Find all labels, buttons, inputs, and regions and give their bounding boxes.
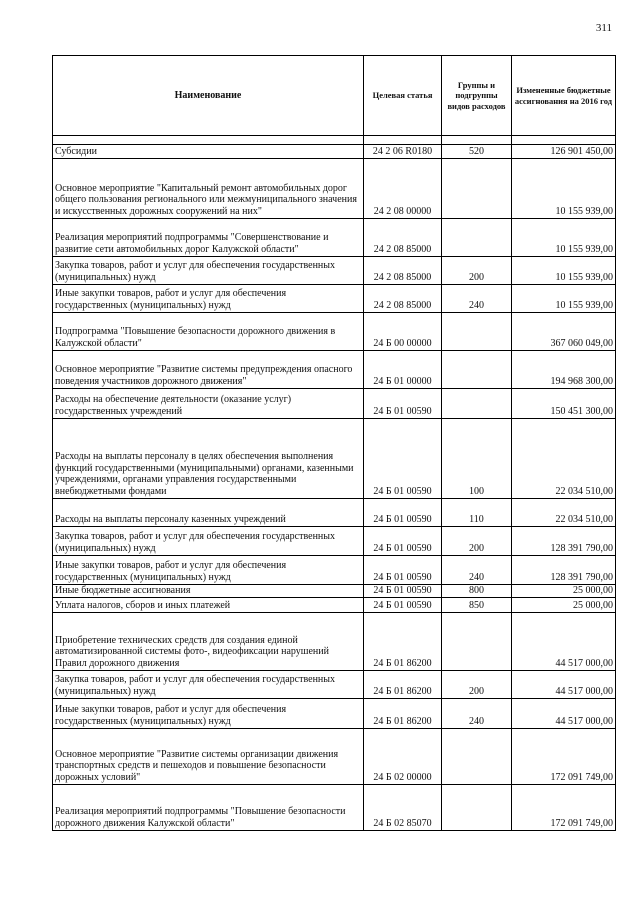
- header-amount: Измененные бюджетные ассигнования на 2016 год: [512, 56, 616, 136]
- table-row: [53, 671, 616, 699]
- row-code: 24 Б 01 00590: [364, 556, 442, 585]
- row-group: [442, 785, 512, 831]
- table-row: [53, 556, 616, 585]
- row-amount: 194 968 300,00: [512, 351, 616, 389]
- row-code: 24 2 08 00000: [364, 159, 442, 219]
- table-row: [53, 499, 616, 527]
- row-name: Подпрограмма "Повышение безопасности дорожного движения в Калужской области": [53, 313, 364, 351]
- header-code: Целевая статья: [364, 56, 442, 136]
- row-code: 24 2 08 85000: [364, 219, 442, 257]
- row-group: 240: [442, 556, 512, 585]
- row-group: [442, 729, 512, 785]
- row-amount: 22 034 510,00: [512, 499, 616, 527]
- row-amount: 150 451 300,00: [512, 389, 616, 419]
- row-group: 100: [442, 419, 512, 499]
- row-code: 24 Б 02 00000: [364, 729, 442, 785]
- row-name: Закупка товаров, работ и услуг для обеспечения государственных (муниципальных) нужд: [53, 671, 364, 699]
- table-row: [53, 785, 616, 831]
- table-row: [53, 351, 616, 389]
- header-group: Группы и подгруппы видов расходов: [442, 56, 512, 136]
- page-number: 311: [595, 22, 612, 34]
- row-code: 24 Б 01 00590: [364, 527, 442, 556]
- row-code: 24 2 08 85000: [364, 257, 442, 285]
- table-row: [53, 145, 616, 159]
- table-row: [53, 159, 616, 219]
- table-row: [53, 257, 616, 285]
- row-amount: 126 901 450,00: [512, 145, 616, 159]
- row-code: 24 Б 01 86200: [364, 699, 442, 729]
- row-code: 24 Б 01 00590: [364, 499, 442, 527]
- row-amount: 367 060 049,00: [512, 313, 616, 351]
- row-name: Закупка товаров, работ и услуг для обеспечения государственных (муниципальных) нужд: [53, 527, 364, 556]
- row-code: 24 2 08 85000: [364, 285, 442, 313]
- row-amount: 128 391 790,00: [512, 556, 616, 585]
- table-row: [53, 729, 616, 785]
- row-name: Основное мероприятие "Развитие системы организации движения транспортных средств и пешеходов и повышение безопасности дорожных условий": [53, 729, 364, 785]
- row-name: Иные бюджетные ассигнования: [53, 585, 364, 598]
- header-row: [53, 56, 616, 136]
- table-row: [53, 285, 616, 313]
- row-name: Иные закупки товаров, работ и услуг для обеспечения государственных (муниципальных) нужд: [53, 556, 364, 585]
- table-row: [53, 585, 616, 598]
- row-group: 240: [442, 285, 512, 313]
- row-amount: 10 155 939,00: [512, 257, 616, 285]
- row-code: 24 Б 01 00000: [364, 351, 442, 389]
- row-code: 24 Б 00 00000: [364, 313, 442, 351]
- row-name: Расходы на выплаты персоналу казенных учреждений: [53, 499, 364, 527]
- row-group: 200: [442, 671, 512, 699]
- row-code: 24 Б 01 00590: [364, 598, 442, 613]
- row-group: 200: [442, 527, 512, 556]
- row-group: 850: [442, 598, 512, 613]
- row-group: 240: [442, 699, 512, 729]
- table-row: [53, 598, 616, 613]
- row-amount: 172 091 749,00: [512, 729, 616, 785]
- row-group: [442, 219, 512, 257]
- row-name: Расходы на выплаты персоналу в целях обеспечения выполнения функций государственными (муниципальными) органами, казенными учреждениями, органами управления государственными внебюджетными фондами: [53, 419, 364, 499]
- row-code: 24 Б 01 86200: [364, 613, 442, 671]
- header-spacer: [53, 136, 616, 145]
- row-amount: 22 034 510,00: [512, 419, 616, 499]
- row-group: [442, 351, 512, 389]
- row-code: 24 Б 01 00590: [364, 585, 442, 598]
- row-group: 520: [442, 145, 512, 159]
- budget-table: [52, 55, 616, 831]
- row-name: Уплата налогов, сборов и иных платежей: [53, 598, 364, 613]
- row-name: Закупка товаров, работ и услуг для обеспечения государственных (муниципальных) нужд: [53, 257, 364, 285]
- row-amount: 10 155 939,00: [512, 219, 616, 257]
- row-group: 110: [442, 499, 512, 527]
- row-group: [442, 159, 512, 219]
- row-group: 200: [442, 257, 512, 285]
- row-amount: 25 000,00: [512, 598, 616, 613]
- row-amount: 128 391 790,00: [512, 527, 616, 556]
- row-code: 24 Б 01 00590: [364, 419, 442, 499]
- row-amount: 44 517 000,00: [512, 671, 616, 699]
- row-amount: 44 517 000,00: [512, 613, 616, 671]
- row-name: Субсидии: [53, 145, 364, 159]
- row-name: Иные закупки товаров, работ и услуг для обеспечения государственных (муниципальных) нужд: [53, 699, 364, 729]
- row-group: 800: [442, 585, 512, 598]
- table-row: [53, 389, 616, 419]
- table-row: [53, 527, 616, 556]
- table-row: [53, 613, 616, 671]
- row-name: Реализация мероприятий подпрограммы "Повышение безопасности дорожного движения Калужской области": [53, 785, 364, 831]
- row-name: Реализация мероприятий подпрограммы "Совершенствование и развитие сети автомобильных дорог Калужской области": [53, 219, 364, 257]
- row-group: [442, 613, 512, 671]
- row-amount: 10 155 939,00: [512, 285, 616, 313]
- header-name: Наименование: [53, 56, 364, 136]
- table-row: [53, 219, 616, 257]
- row-code: 24 Б 01 86200: [364, 671, 442, 699]
- row-amount: 10 155 939,00: [512, 159, 616, 219]
- row-group: [442, 313, 512, 351]
- row-name: Основное мероприятие "Капитальный ремонт автомобильных дорог общего пользования регионального или межмуниципального значения и искусственных дорожных сооружений на них": [53, 159, 364, 219]
- row-amount: 25 000,00: [512, 585, 616, 598]
- table-row: [53, 699, 616, 729]
- row-group: [442, 389, 512, 419]
- row-code: 24 Б 01 00590: [364, 389, 442, 419]
- table-row: [53, 419, 616, 499]
- row-amount: 172 091 749,00: [512, 785, 616, 831]
- row-name: Основное мероприятие "Развитие системы предупреждения опасного поведения участников дорожного движения": [53, 351, 364, 389]
- row-name: Иные закупки товаров, работ и услуг для обеспечения государственных (муниципальных) нужд: [53, 285, 364, 313]
- row-name: Расходы на обеспечение деятельности (оказание услуг) государственных учреждений: [53, 389, 364, 419]
- table-row: [53, 313, 616, 351]
- row-amount: 44 517 000,00: [512, 699, 616, 729]
- row-name: Приобретение технических средств для создания единой автоматизированной системы фото-, видеофиксации нарушений Правил дорожного движения: [53, 613, 364, 671]
- row-code: 24 2 06 R0180: [364, 145, 442, 159]
- row-code: 24 Б 02 85070: [364, 785, 442, 831]
